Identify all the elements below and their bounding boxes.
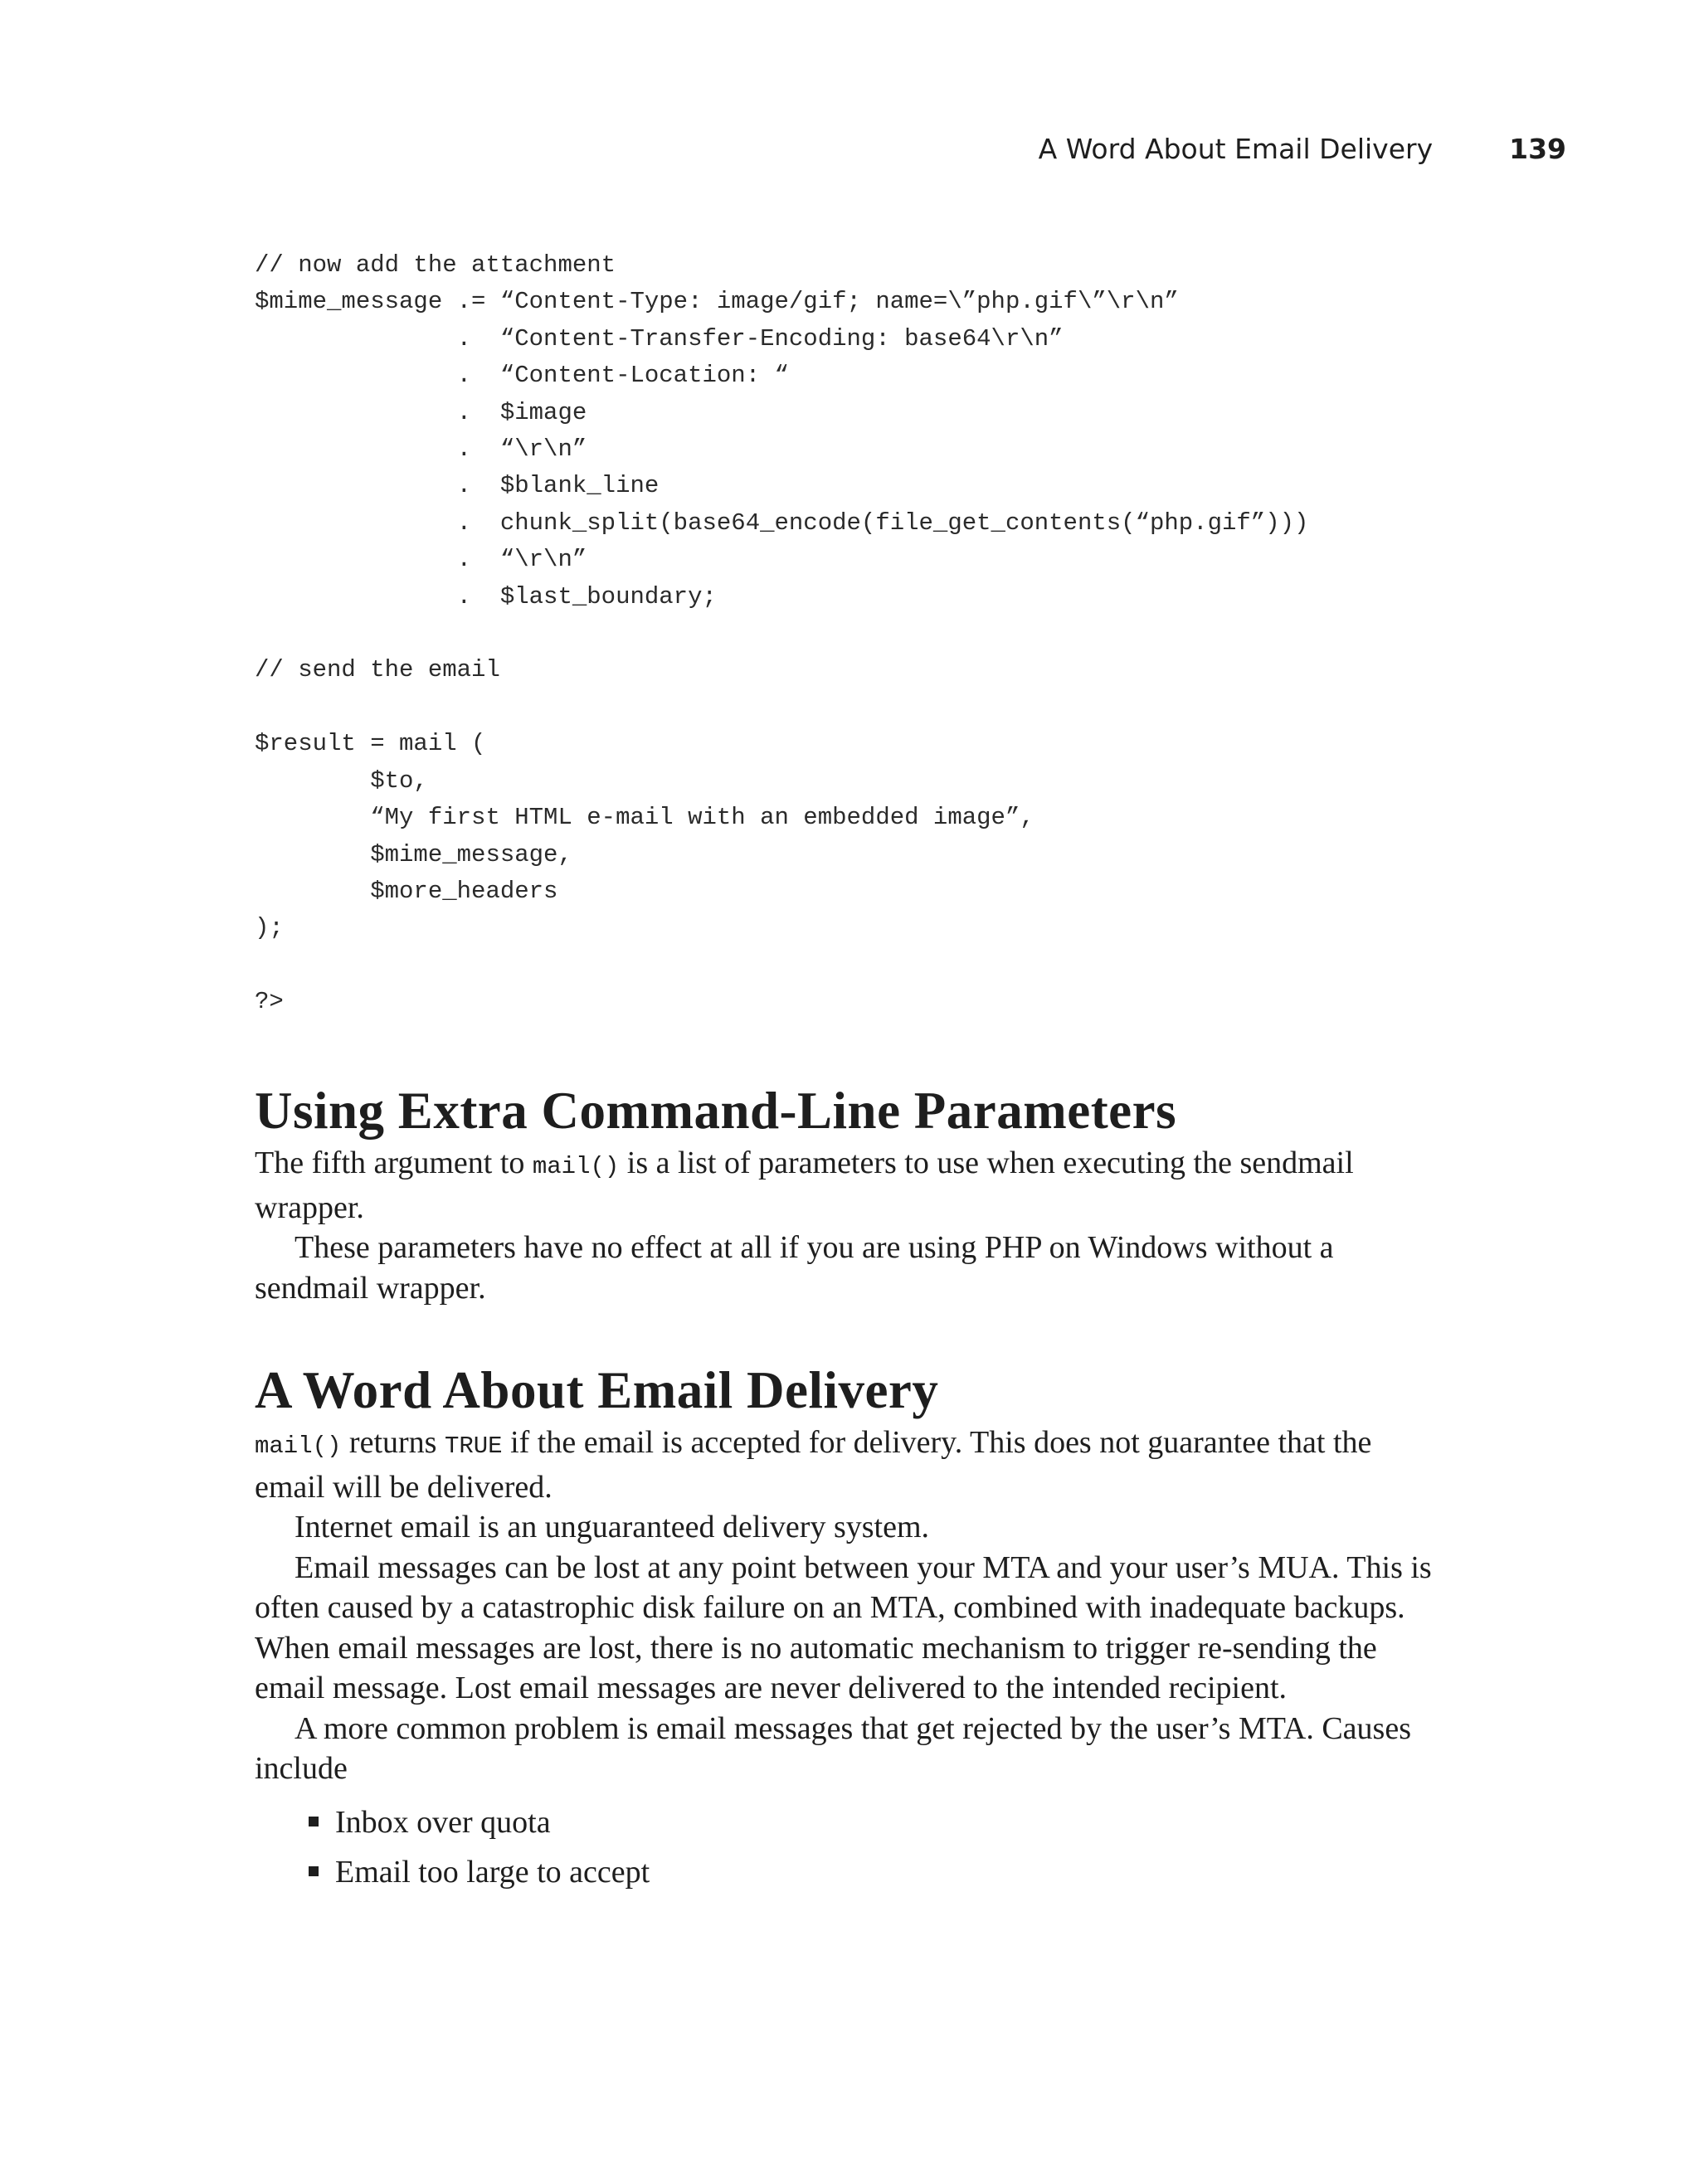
- code-line: . chunk_split(base64_encode(file_get_contents(“php.gif”))): [255, 508, 1309, 537]
- text-run: if the email is accepted for delivery. This does not guarantee that the email will be delivered.: [255, 1425, 1372, 1505]
- code-line: . “\r\n”: [255, 546, 587, 574]
- code-line: // send the email: [255, 656, 500, 684]
- code-line: $mime_message,: [255, 840, 572, 868]
- code-line: $mime_message .= “Content-Type: image/gif; name=\”php.gif\”\r\n”: [255, 288, 1179, 316]
- code-listing: [255, 247, 1308, 1021]
- running-head: [1039, 133, 1566, 165]
- inline-code: TRUE: [444, 1432, 503, 1460]
- code-line: . “\r\n”: [255, 435, 587, 464]
- text-run: The fifth argument to: [255, 1146, 533, 1180]
- paragraph: These parameters have no effect at all if you are using PHP on Windows without a sendmail wrapper.: [255, 1230, 1334, 1306]
- section-command-line-parameters: [255, 1078, 1449, 1308]
- list-item: [255, 1797, 1449, 1847]
- code-line: . $image: [255, 398, 587, 426]
- paragraph: Internet email is an unguaranteed delivery system.: [295, 1510, 930, 1544]
- code-line: );: [255, 914, 284, 942]
- text-run: is a list of parameters to use when executing the sendmail wrapper.: [255, 1146, 1354, 1225]
- section-heading: A Word About Email Delivery: [255, 1361, 939, 1419]
- square-bullet-icon: [309, 1866, 319, 1876]
- text-run: returns: [341, 1425, 445, 1460]
- body-text: [255, 1078, 1449, 1897]
- paragraph: Email messages can be lost at any point between your MTA and your user’s MUA. This is often caused by a catastrophic disk failure on an MTA, combined with inadequate backups. When email messages are lost, there is no automatic mechanism to trigger re-sending the email message. Lost email messages are never delivered to the intended recipient.: [255, 1549, 1432, 1705]
- square-bullet-icon: [309, 1817, 319, 1826]
- page-number: 139: [1509, 133, 1566, 165]
- list-item: [255, 1847, 1449, 1897]
- paragraph: [255, 1423, 1449, 1507]
- code-line: $more_headers: [255, 877, 558, 905]
- list-item-text: Email too large to accept: [335, 1854, 650, 1890]
- paragraph: A more common problem is email messages that get rejected by the user’s MTA. Causes include: [255, 1710, 1411, 1786]
- code-line: ?>: [255, 988, 284, 1016]
- code-line: // now add the attachment: [255, 251, 616, 279]
- section-email-delivery: [255, 1358, 1449, 1897]
- paragraph: [255, 1143, 1449, 1228]
- inline-code: mail(): [255, 1432, 342, 1460]
- inline-code: mail(): [532, 1153, 620, 1180]
- code-line: . $blank_line: [255, 472, 660, 500]
- code-line: $to,: [255, 766, 428, 795]
- code-line: “My first HTML e-mail with an embedded image”,: [255, 804, 1034, 832]
- code-line: $result = mail (: [255, 730, 486, 758]
- running-head-title: A Word About Email Delivery: [1038, 133, 1434, 165]
- bullet-list: [255, 1797, 1449, 1897]
- code-line: . “Content-Location: “: [255, 362, 789, 390]
- code-line: . $last_boundary;: [255, 582, 717, 610]
- section-heading: Using Extra Command-Line Parameters: [255, 1082, 1177, 1140]
- code-line: . “Content-Transfer-Encoding: base64\r\n”: [255, 324, 1064, 353]
- list-item-text: Inbox over quota: [335, 1804, 551, 1840]
